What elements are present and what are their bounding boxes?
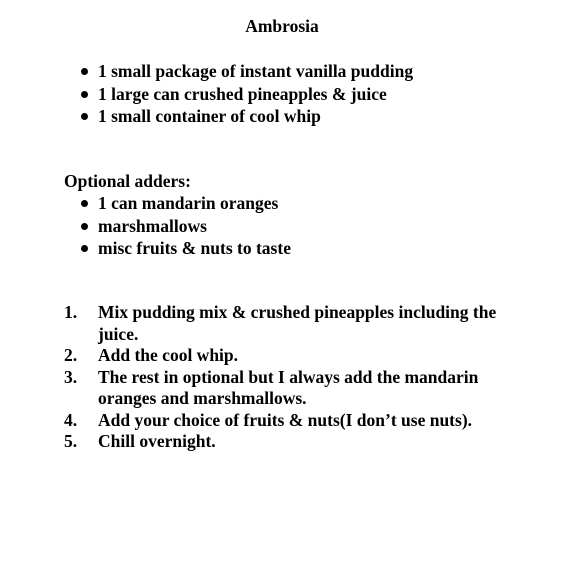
step-number: 1. xyxy=(64,302,78,322)
step-text: Chill overnight. xyxy=(98,431,216,451)
instruction-steps xyxy=(0,302,520,453)
instruction-step xyxy=(0,302,520,345)
step-number: 3. xyxy=(64,366,78,387)
optional-adders-heading: Optional adders: xyxy=(64,171,191,191)
step-number: 2. xyxy=(64,345,78,365)
ingredient-text: 1 small package of instant vanilla pudding xyxy=(98,61,414,81)
bullet-icon xyxy=(81,113,88,120)
instruction-step xyxy=(0,410,520,432)
optional-adder-text: 1 can mandarin oranges xyxy=(98,193,279,213)
bullet-icon xyxy=(81,91,88,98)
ingredient-item xyxy=(0,105,413,128)
ingredient-item xyxy=(0,83,413,106)
optional-adder-text: marshmallows xyxy=(98,215,207,236)
step-text: The rest in optional but I always add the mandarin oranges and marshmallows. xyxy=(98,366,479,408)
ingredient-list xyxy=(0,60,413,128)
optional-adder-item xyxy=(0,215,291,238)
ingredient-text: 1 small container of cool whip xyxy=(98,106,321,126)
optional-adders-list xyxy=(0,192,291,260)
bullet-icon xyxy=(81,245,88,252)
instruction-step xyxy=(0,431,520,453)
ingredient-text: 1 large can crushed pineapples & juice xyxy=(98,83,387,104)
optional-adder-item xyxy=(0,237,291,260)
ingredient-item xyxy=(0,60,413,83)
recipe-title: Ambrosia xyxy=(245,16,319,36)
step-number: 4. xyxy=(64,409,78,430)
optional-adder-item xyxy=(0,192,291,215)
step-text: Add the cool whip. xyxy=(98,345,239,365)
step-number: 5. xyxy=(64,431,78,451)
bullet-icon xyxy=(81,223,88,230)
instruction-step xyxy=(0,367,520,410)
bullet-icon xyxy=(81,68,88,75)
instruction-step xyxy=(0,345,520,367)
step-text: Mix pudding mix & crushed pineapples including the juice. xyxy=(98,302,497,344)
step-text: Add your choice of fruits & nuts(I don’t use nuts). xyxy=(98,409,473,430)
optional-adder-text: misc fruits & nuts to taste xyxy=(98,238,291,258)
bullet-icon xyxy=(81,200,88,207)
